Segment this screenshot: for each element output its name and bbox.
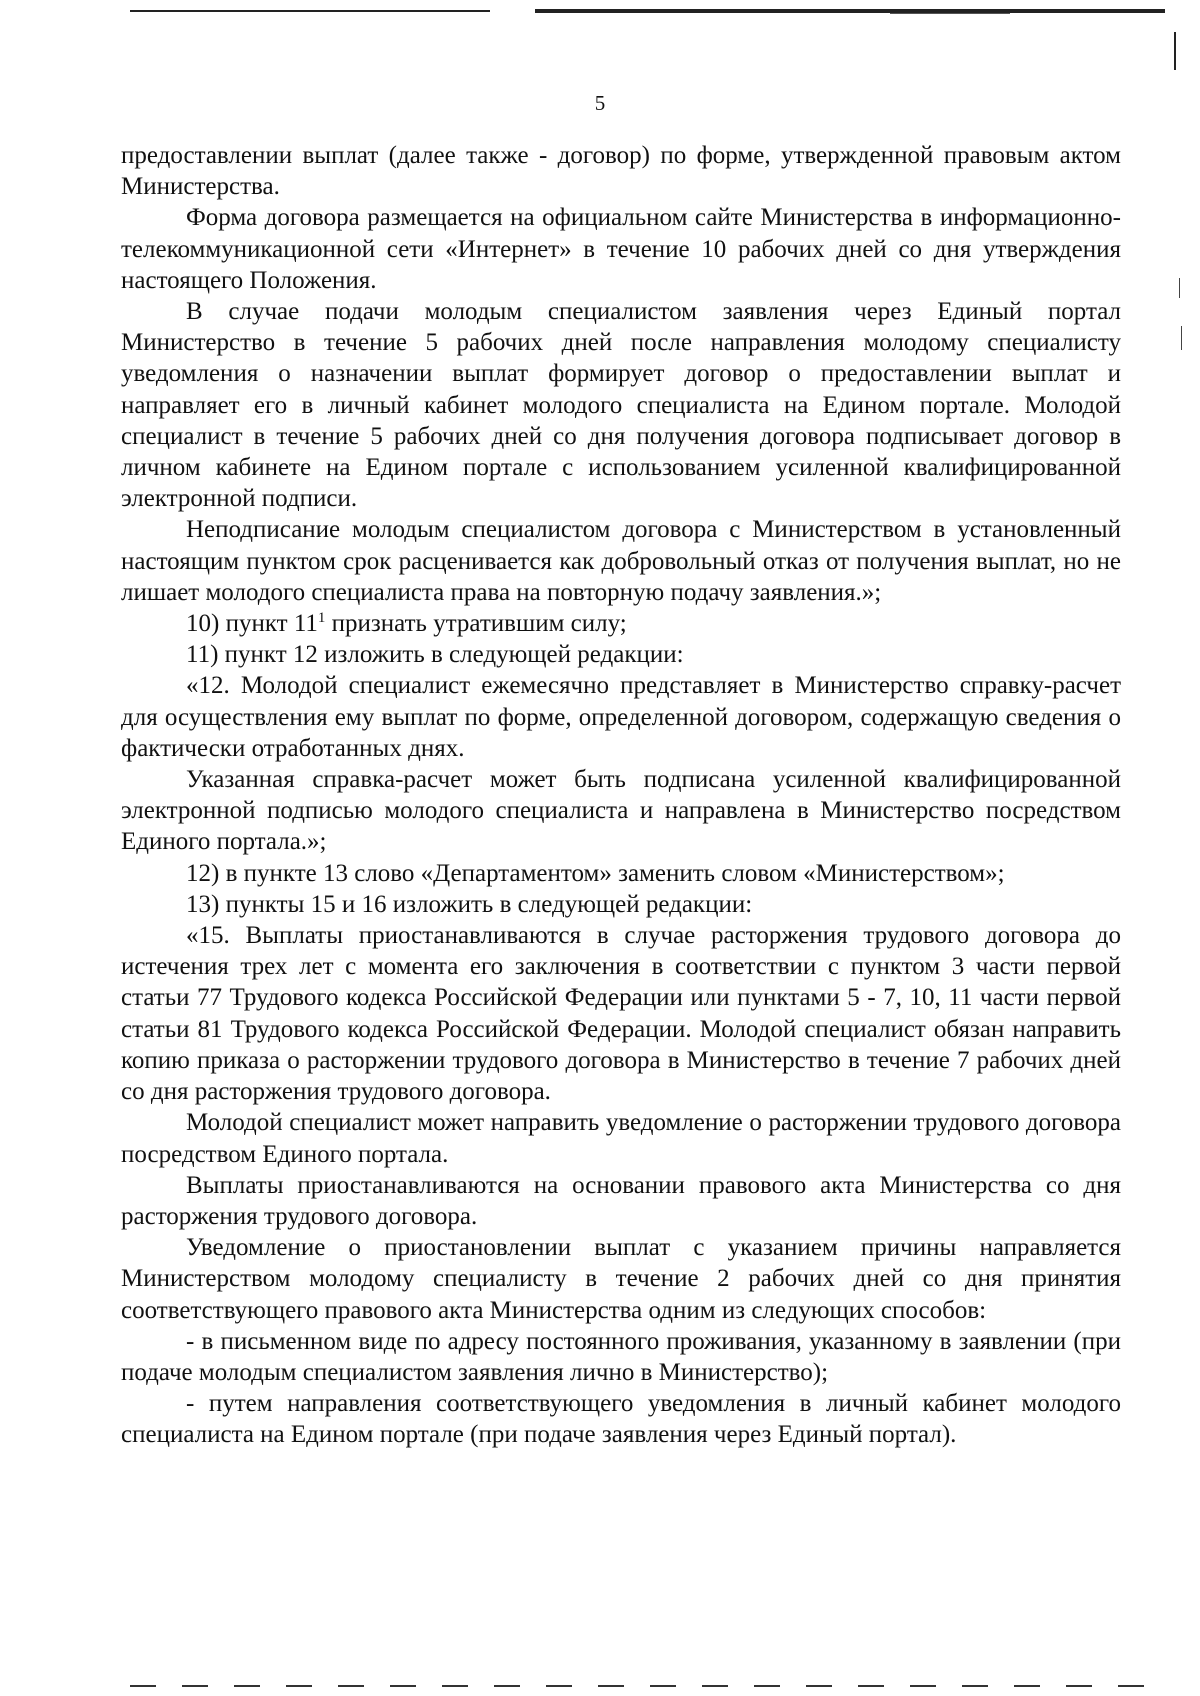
list-item: - путем направления соответствующего уведомления в личный кабинет молодого специалиста на Едином портале (при подаче заявления через Единый портал). <box>121 1390 1121 1449</box>
paragraph-item-11: 11) пункт 12 изложить в следующей редакции: <box>186 641 684 669</box>
paragraph: предоставлении выплат (далее также - договор) по форме, утвержденной правовым актом Министерства. <box>121 142 1121 201</box>
document-body <box>121 140 1121 1451</box>
paragraph: В случае подачи молодым специалистом заявления через Единый портал Министерство в течение 5 рабочих дней после направления молодому специалисту уведомления о назначении выплат формирует договор о предоставлении выплат и направляет его в личный кабинет молодого специалиста на Едином портале. Молодой специалист в течение 5 рабочих дней со дня получения договора подписывает договор в личном кабинете на Едином портале с использованием усиленной квалифицированной электронной подписи. <box>121 298 1121 513</box>
scan-artifact-top-line <box>890 13 1010 14</box>
paragraph-item-12: 12) в пункте 13 слово «Департаментом» заменить словом «Министерством»; <box>186 859 1005 887</box>
item-text: 10) пункт 11 <box>186 610 318 638</box>
paragraph: Молодой специалист может направить уведомление о расторжении трудового договора посредством Единого портала. <box>121 1109 1121 1168</box>
paragraph: «12. Молодой специалист ежемесячно представляет в Министерство справку-расчет для осуществления ему выплат по форме, определенной договором, содержащую сведения о фактически отработанных днях. <box>121 672 1121 762</box>
scan-artifact-bottom-dashes <box>130 1685 1170 1687</box>
paragraph: Указанная справка-расчет может быть подписана усиленной квалифицированной электронной подписью молодого специалиста и направлена в Министерство посредством Единого портала.»; <box>121 766 1121 856</box>
scan-artifact-top-line <box>130 10 490 12</box>
paragraph: Неподписание молодым специалистом договора с Министерством в установленный настоящим пунктом срок расценивается как добровольный отказ от получения выплат, но не лишает молодого специалиста права на повторную подачу заявления.»; <box>121 516 1121 606</box>
paragraph: «15. Выплаты приостанавливаются в случае расторжения трудового договора до истечения трех лет с момента его заключения в соответствии с пунктом 3 части первой статьи 77 Трудового кодекса Российской Федерации или пунктами 5 - 7, 10, 11 части первой статьи 81 Трудового кодекса Российской Федерации. Молодой специалист обязан направить копию приказа о расторжении трудового договора в Министерство в течение 7 рабочих дней со дня расторжения трудового договора. <box>121 922 1121 1106</box>
scan-artifact-edge-mark <box>1179 278 1180 298</box>
scan-artifact-top-line <box>535 9 1165 13</box>
paragraph: Выплаты приостанавливаются на основании правового акта Министерства со дня расторжения трудового договора. <box>121 1171 1121 1230</box>
scan-artifact-edge-mark <box>1181 326 1182 350</box>
page-number: 5 <box>594 91 606 115</box>
item-text: признать утратившим силу; <box>325 610 627 638</box>
paragraph: Форма договора размещается на официальном сайте Министерства в информационно-телекоммуникационной сети «Интернет» в течение 10 рабочих дней со дня утверждения настоящего Положения. <box>121 204 1121 294</box>
paragraph-item-13: 13) пункты 15 и 16 изложить в следующей редакции: <box>186 890 753 918</box>
scan-artifact-edge-mark <box>1174 32 1176 70</box>
paragraph-item-10 <box>121 608 1121 639</box>
list-item: - в письменном виде по адресу постоянного проживания, указанному в заявлении (при подаче молодым специалистом заявления лично в Министерство); <box>121 1327 1121 1386</box>
superscript: 1 <box>317 610 326 627</box>
paragraph: Уведомление о приостановлении выплат с указанием причины направляется Министерством молодому специалисту в течение 2 рабочих дней со дня принятия соответствующего правового акта Министерства одним из следующих способов: <box>121 1234 1121 1324</box>
